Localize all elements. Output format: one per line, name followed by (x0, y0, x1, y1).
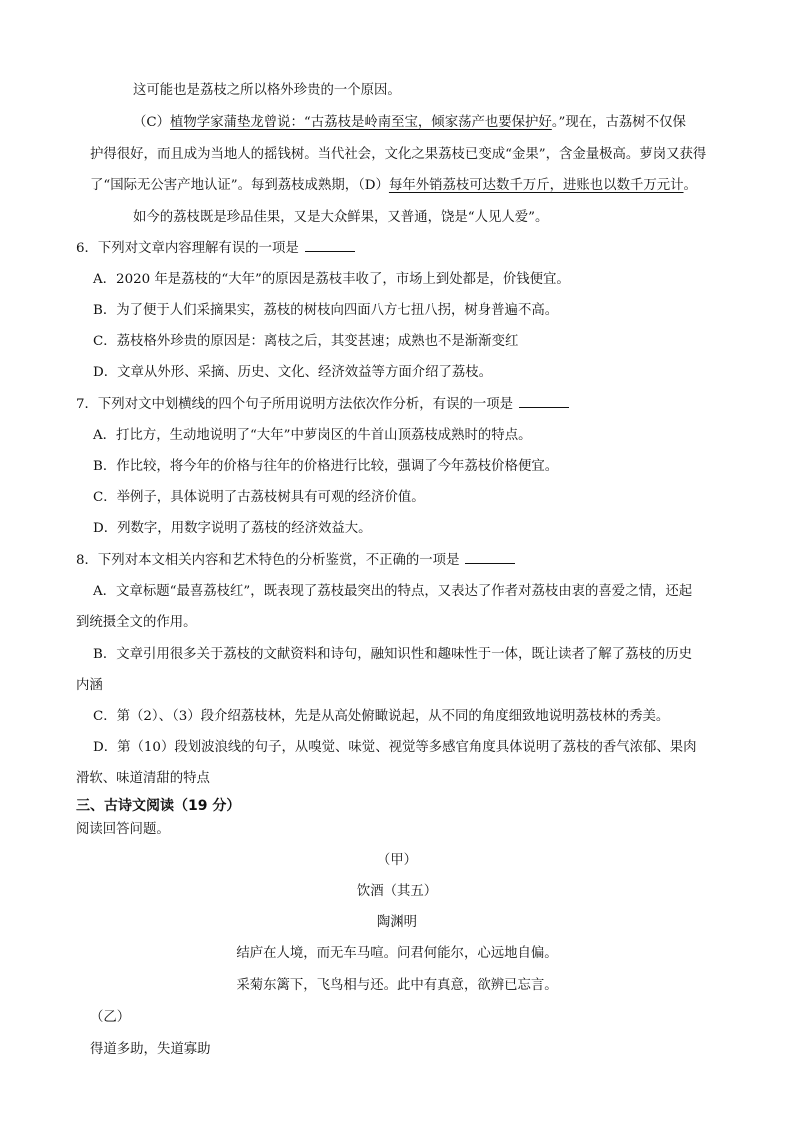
q8-option-c: C．第（2）、（3）段介绍荔枝林，先是从高处俯瞰说起，从不同的角度细致地说明荔枝林的秀美。 (93, 709, 670, 724)
q8-option-a-cont: 到统摄全文的作用。 (76, 615, 197, 630)
q8-option-d-cont: 滑软、味道清甜的特点 (76, 771, 210, 786)
answer-blank[interactable] (465, 551, 515, 564)
poem-line: 结庐在人境，而无车马喧。问君何能尔，心远地自偏。 (236, 946, 558, 961)
passage-paragraph: 这可能也是荔枝之所以格外珍贵的一个原因。 (133, 83, 401, 98)
poem-author: 陶渊明 (376, 915, 418, 930)
question-7-stem (76, 395, 569, 415)
poem-title: 饮酒（其五） (356, 884, 438, 899)
poem-line: 采菊东篱下，飞鸟相与还。此中有真意，欲辨已忘言。 (236, 978, 558, 993)
question-text: 7．下列对文中划横线的四个句子所用说明方法依次作分析，有误的一项是 (76, 397, 514, 412)
text-label-jia: （甲） (376, 853, 418, 868)
q8-option-b-cont: 内涵 (76, 678, 103, 693)
text-title-yi: 得道多助，失道寡助 (90, 1042, 211, 1057)
question-text: 6．下列对文章内容理解有误的一项是 (76, 241, 299, 256)
section-heading: 三、古诗文阅读（19 分） (76, 798, 241, 814)
answer-blank[interactable] (305, 239, 355, 252)
passage-text: 了“国际无公害产地认证”。每到荔枝成熟期，（D） (90, 178, 389, 193)
q8-option-a: A．文章标题“最喜荔枝红”，既表现了荔枝最突出的特点，又表达了作者对荔枝由衷的喜爱之情，还起 (93, 584, 693, 599)
q7-option-d: D．列数字，用数字说明了荔枝的经济效益大。 (93, 521, 372, 536)
passage-paragraph: 如今的荔枝既是珍品佳果，又是大众鲜果，又普通，饶是“人见人爱”。 (133, 210, 549, 225)
text-label-yi: （乙） (90, 1010, 131, 1025)
q8-option-b: B．文章引用很多关于荔枝的文献资料和诗句，融知识性和趣味性于一体，既让读者了解了荔枝的历史 (93, 647, 693, 662)
label-c: （C） (133, 115, 171, 130)
passage-line: 护得很好，而且成为当地人的摇钱树。当代社会，文化之果荔枝已变成“金果”，含金量极高。萝岗又获得 (90, 147, 707, 162)
underlined-sentence-c: 植物学家蒲垫龙曾说：“古荔枝是岭南至宝，倾家荡产也要保护好 (170, 115, 552, 130)
q6-option-d: D．文章从外形、采摘、历史、文化、经济效益等方面介绍了荔枝。 (93, 365, 493, 380)
section-instruction: 阅读回答问题。 (76, 822, 170, 837)
passage-line-d (90, 176, 697, 196)
passage-text: 。”现在，古荔树不仅保 (551, 115, 686, 130)
q6-option-a: A．2020 年是荔枝的“大年”的原因是荔枝丰收了，市场上到处都是，价钱便宜。 (93, 272, 570, 287)
passage-text: 。 (683, 178, 697, 193)
q6-option-b: B．为了便于人们采摘果实，荔枝的树枝向四面八方七扭八拐，树身普遍不高。 (93, 303, 559, 318)
passage-paragraph-c (133, 113, 686, 133)
question-text: 8．下列对本文相关内容和艺术特色的分析鉴赏，不正确的一项是 (76, 553, 460, 568)
q6-option-c: C．荔枝格外珍贵的原因是：离枝之后，其变甚速；成熟也不是渐渐变红 (93, 334, 519, 349)
question-6-stem (76, 239, 355, 259)
underlined-sentence-d: 每年外销荔枝可达数千万斤，进账也以数千万元计 (388, 178, 684, 193)
q8-option-d: D．第（10）段划波浪线的句子，从嗅觉、味觉、视觉等多感官角度具体说明了荔枝的香气浓郁、果肉 (93, 740, 697, 755)
answer-blank[interactable] (519, 395, 569, 408)
question-8-stem (76, 551, 515, 571)
q7-option-b: B．作比较，将今年的价格与往年的价格进行比较，强调了今年荔枝价格便宜。 (93, 459, 559, 474)
q7-option-c: C．举例子，具体说明了古荔枝树具有可观的经济价值。 (93, 490, 425, 505)
q7-option-a: A．打比方，生动地说明了“大年”中萝岗区的牛首山顶荔枝成熟时的特点。 (93, 428, 532, 443)
